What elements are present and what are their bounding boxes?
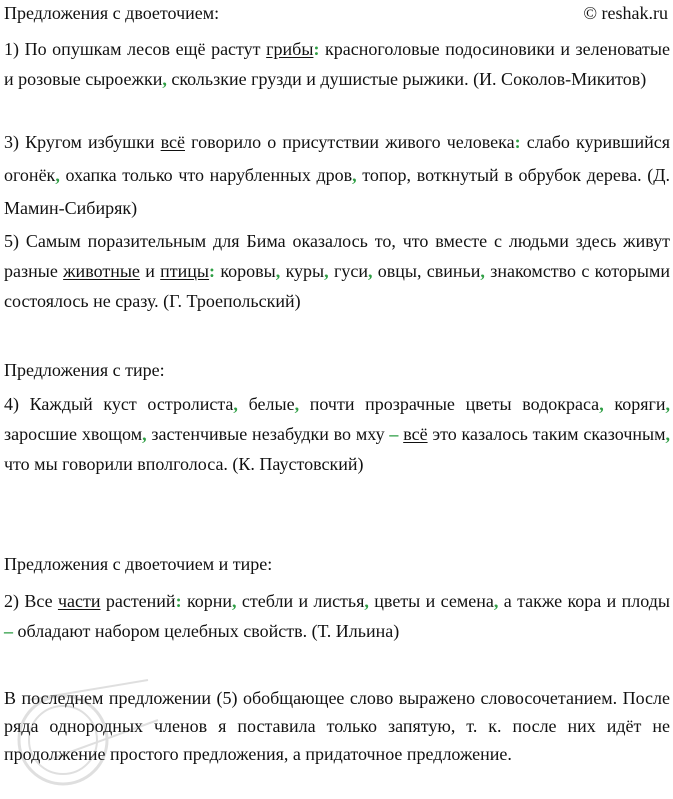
comma-mark: , bbox=[142, 424, 147, 444]
comma-mark: , bbox=[367, 261, 373, 281]
dash-mark: – bbox=[4, 621, 13, 641]
comma-mark: , bbox=[162, 69, 167, 89]
comma-mark: , bbox=[599, 394, 604, 414]
comma-mark: , bbox=[665, 424, 670, 444]
dash-section-heading: Предложения с тире: bbox=[4, 360, 165, 380]
colon-mark: : bbox=[514, 132, 521, 152]
comma-mark: , bbox=[364, 591, 369, 611]
comma-mark: , bbox=[233, 394, 238, 414]
sentence-4: 4) Каждый куст остролиста, белые, почти прозрачные цветы водокраса, коряги, заросшие хвощом, застенчивые незабудки во мху – всё это казалось таким сказочным, что мы говорили вполголоса. (К. Паустовский) bbox=[4, 394, 670, 474]
generalizing-word: части bbox=[57, 591, 101, 611]
colon-section-heading: Предложения с двоеточием: bbox=[4, 3, 220, 23]
colon-mark: : bbox=[175, 591, 182, 611]
comma-mark: , bbox=[55, 165, 60, 185]
colon-mark: : bbox=[313, 39, 320, 59]
comma-mark: , bbox=[493, 591, 499, 611]
colon-mark: : bbox=[209, 261, 216, 281]
comma-mark: , bbox=[294, 394, 300, 414]
comma-mark: , bbox=[275, 261, 281, 281]
site-watermark-text: © reshak.ru bbox=[583, 3, 668, 23]
dash-mark: – bbox=[389, 424, 399, 444]
comma-mark: , bbox=[232, 591, 237, 611]
generalizing-word: животные bbox=[63, 261, 140, 281]
sentence-1: 1) По опушкам лесов ещё растут грибы: красноголовые подосиновики и зеленоватые и розовые сыроежки, скользкие грузди и душистые рыжики. (И. Соколов-Микитов) bbox=[4, 39, 670, 89]
comma-mark: , bbox=[480, 261, 485, 281]
sentence-5: 5) Самым поразительным для Бима оказалось то, что вместе с людьми здесь живут разные животные и птицы: коровы, куры, гуси, овцы, свиньи, знакомство с которыми состоялось не сразу. (Г. Троепольский) bbox=[4, 231, 670, 311]
colon-dash-section-heading: Предложения с двоеточием и тире: bbox=[4, 554, 273, 574]
generalizing-word: птицы bbox=[160, 261, 210, 281]
generalizing-word: всё bbox=[160, 132, 185, 152]
generalizing-word: всё bbox=[403, 424, 428, 444]
sentence-3: 3) Кругом избушки всё говорило о присутствии живого человека: слабо курившийся огонёк, охапка только что нарубленных дров, топор, воткнутый в обрубок дерева. (Д. Мамин-Сибиряк) bbox=[4, 132, 671, 218]
comma-mark: , bbox=[352, 165, 357, 185]
header bbox=[4, 2, 670, 28]
comma-mark: , bbox=[665, 394, 670, 414]
comma-mark: , bbox=[324, 261, 329, 281]
sentence-2: 2) Все части растений: корни, стебли и листья, цветы и семена, а также кора и плоды – обладают набором целебных свойств. (Т. Ильина) bbox=[4, 591, 670, 641]
explanatory-note: В последнем предложении (5) обобщающее слово выражено словосочетанием. После ряда однородных членов я поставила только запятую, т. к. после них идёт не продолжение простого предложения, а придаточное предложение. bbox=[4, 688, 670, 764]
generalizing-word: грибы bbox=[266, 39, 314, 59]
